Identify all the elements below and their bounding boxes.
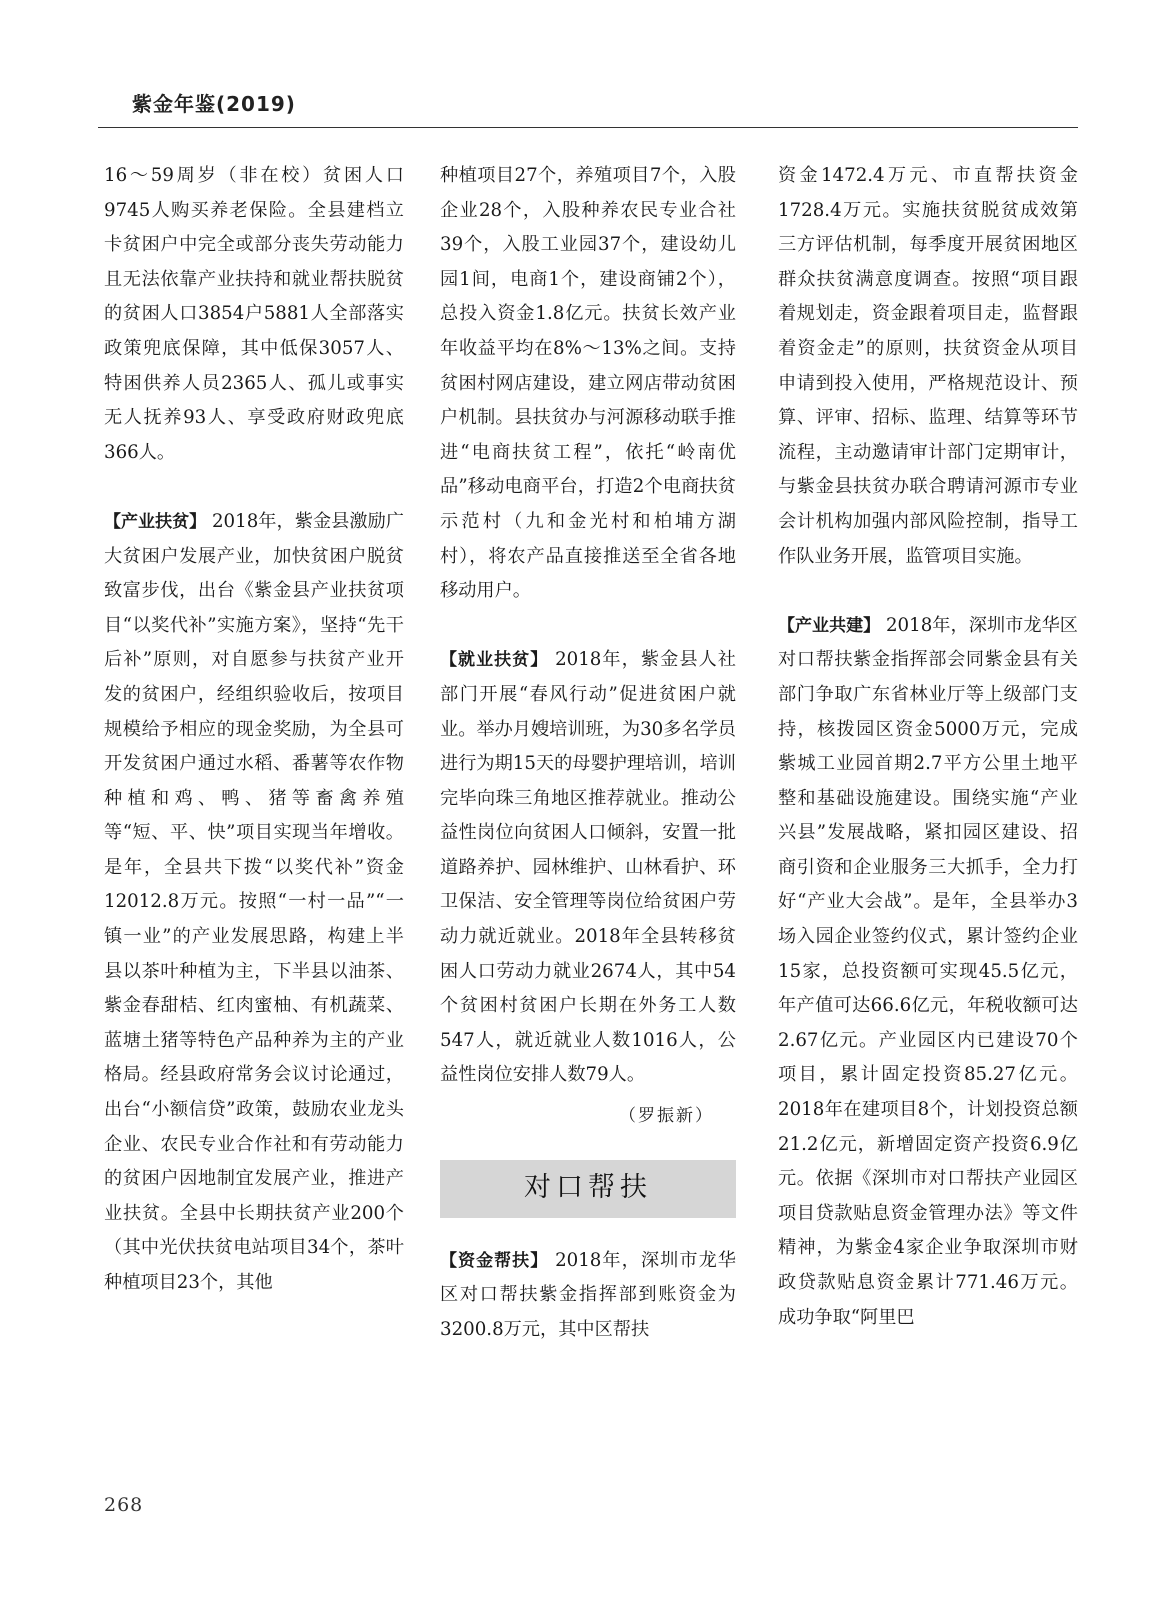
text-column-left bbox=[104, 159, 404, 1301]
page-number: 268 bbox=[104, 1494, 144, 1516]
paragraph-body: 2018年，紫金县激励广大贫困户发展产业，加快贫困户脱贫致富步伐，出台《紫金县产业扶贫项目“以奖代补”实施方案》，坚持“先干后补”原则，对自愿参与扶贫产业开发的贫困户，经组织验收后，按项目规模给予相应的现金奖励，为全县可开发贫困户通过水稻、番薯等农作物种植和鸡、鸭、猪等畜禽养殖等“短、平、快”项目实现当年增收。是年，全县共下拨“以奖代补”资金12012.8万元。按照“一村一品”“一镇一业”的产业发展思路，构建上半县以茶叶种植为主，下半县以油茶、紫金春甜桔、红肉蜜柚、有机蔬菜、蓝塘土猪等特色产品种养为主的产业格局。经县政府常务会议讨论通过，出台“小额信贷”政策，鼓励农业龙头企业、农民专业合作社和有劳动能力的贫困户因地制宜发展产业，推进产业扶贫。全县中长期扶贫产业200个（其中光伏扶贫电站项目34个，茶叶种植项目23个，其他 bbox=[104, 510, 404, 1293]
paragraph-body: 2018年，紫金县人社部门开展“春风行动”促进贫困户就业。举办月嫂培训班，为30多名学员进行为期15天的母婴护理培训，培训完毕向珠三角地区推荐就业。推动公益性岗位向贫困人口倾斜，安置一批道路养护、园林维护、山林看护、环卫保洁、安全管理等岗位给贫困户劳动力就近就业。2018年全县转移贫困人口劳动力就业2674人，其中54个贫困村贫困户长期在外务工人数547人，就近就业人数1016人，公益性岗位安排人数79人。 bbox=[440, 649, 736, 1086]
paragraph: 种植项目27个，养殖项目7个，入股企业28个，入股种养农民专业合社39个，入股工业园37个，建设幼儿园1间，电商1个，建设商铺2个），总投入资金1.8亿元。扶贫长效产业年收益平均在8%～13%之间。支持贫困村网店建设，建立网店带动贫困户机制。县扶贫办与河源移动联手推进“电商扶贫工程”，依托“岭南优品”移动电商平台，打造2个电商扶贫示范村（九和金光村和柏埔方湖村），将农产品直接推送至全省各地移动用户。 bbox=[440, 165, 736, 602]
section-title-banner: 对口帮扶 bbox=[440, 1160, 736, 1218]
paragraph-industry-co-construction bbox=[778, 609, 1078, 1335]
paragraph-funding-assistance bbox=[440, 1244, 736, 1348]
section-heading-employment: 【就业扶贫】 bbox=[440, 650, 549, 671]
text-column-middle bbox=[440, 159, 736, 1347]
running-header-title: 紫金年鉴(2019) bbox=[132, 92, 296, 116]
paragraph-industry-poverty-alleviation bbox=[104, 505, 404, 1301]
paragraph: 资金1472.4万元、市直帮扶资金1728.4万元。实施扶贫脱贫成效第三方评估机制，每季度开展贫困地区群众扶贫满意度调查。按照“项目跟着规划走，资金跟着项目走，监督跟着资金走”的原则，扶贫资金从项目申请到投入使用，严格规范设计、预算、评审、招标、监理、结算等环节流程，主动邀请审计部门定期审计，与紫金县扶贫办联合聘请河源市专业会计机构加强内部风险控制，指导工作队业务开展，监管项目实施。 bbox=[778, 165, 1078, 567]
paragraph-employment-poverty-alleviation bbox=[440, 643, 736, 1093]
paragraph-body: 2018年，深圳市龙华区对口帮扶紫金指挥部到账资金为3200.8万元，其中区帮扶 bbox=[440, 1249, 736, 1340]
paragraph-body: 2018年，深圳市龙华区对口帮扶紫金指挥部会同紫金县有关部门争取广东省林业厅等上级部门支持，核拨园区资金5000万元，完成紫城工业园首期2.7平方公里土地平整和基础设施建设。围绕实施“产业兴县”发展战略，紧扣园区建设、招商引资和企业服务三大抓手，全力打好“产业大会战”。是年，全县举办3场入园企业签约仪式，累计签约企业15家，总投资额可实现45.5亿元，年产值可达66.6亿元，年税收额可达2.67亿元。产业园区内已建设70个项目，累计固定投资85.27亿元。2018年在建项目8个，计划投资总额21.2亿元，新增固定资产投资6.9亿元。依据《深圳市对口帮扶产业园区项目贷款贴息资金管理办法》等文件精神，为紫金4家企业争取深圳市财政贷款贴息资金累计771.46万元。成功争取“阿里巴 bbox=[778, 614, 1078, 1328]
paragraph: 16～59周岁（非在校）贫困人口9745人购买养老保险。全县建档立卡贫困户中完全或部分丧失劳动能力且无法依靠产业扶持和就业帮扶脱贫的贫困人口3854户5881人全部落实政策兜底保障，其中低保3057人、特困供养人员2365人、孤儿或事实无人抚养93人、享受政府财政兜底366人。 bbox=[104, 165, 404, 463]
section-heading-industry: 【产业扶贫】 bbox=[104, 511, 207, 532]
header-divider bbox=[98, 127, 1078, 128]
section-heading-co-construction: 【产业共建】 bbox=[778, 615, 881, 636]
text-column-right bbox=[778, 159, 1078, 1335]
author-signature: （罗振新） bbox=[619, 1106, 714, 1127]
section-heading-funding: 【资金帮扶】 bbox=[440, 1250, 549, 1271]
